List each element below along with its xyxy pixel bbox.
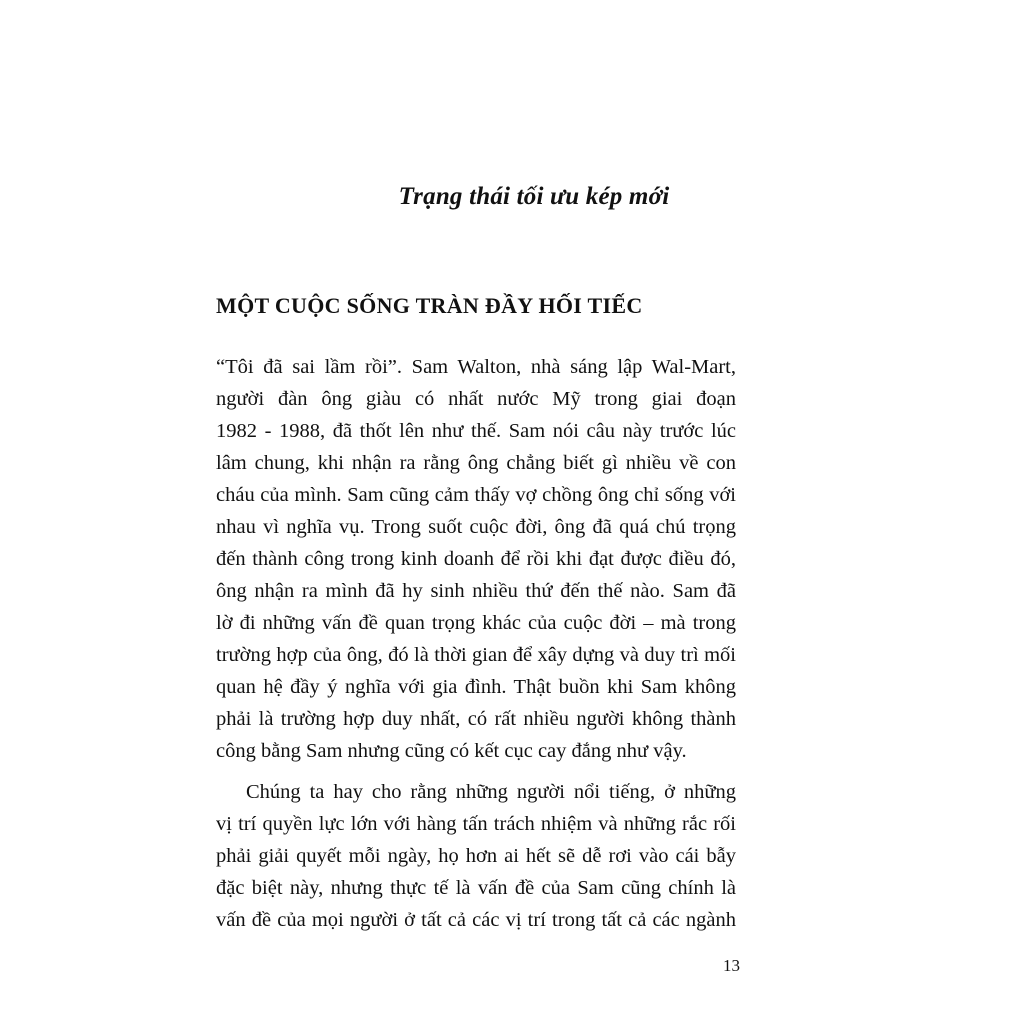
section-heading: MỘT CUỘC SỐNG TRÀN ĐẦY HỐI TIẾC — [216, 293, 643, 318]
text-line: 1982 - 1988, đã thốt lên như thế. Sam nói câu này trước lúc — [216, 420, 736, 442]
text-line: vấn đề của mọi người ở tất cả các vị trí trong tất cả các ngành — [216, 909, 736, 931]
text-line: phải giải quyết mỗi ngày, họ hơn ai hết sẽ dễ rơi vào cái bẫy — [216, 845, 736, 867]
text-line: đặc biệt này, nhưng thực tế là vấn đề của Sam cũng chính là — [216, 877, 736, 899]
text-line: cháu của mình. Sam cũng cảm thấy vợ chồng ông chỉ sống với — [216, 484, 736, 506]
text-line: người đàn ông giàu có nhất nước Mỹ trong giai đoạn — [216, 388, 736, 410]
text-line: lâm chung, khi nhận ra rằng ông chẳng biết gì nhiều về con — [216, 452, 736, 474]
text-line: “Tôi đã sai lầm rồi”. Sam Walton, nhà sáng lập Wal-Mart, — [216, 356, 736, 378]
chapter-title: Trạng thái tối ưu kép mới — [398, 183, 670, 210]
text-line: lờ đi những vấn đề quan trọng khác của cuộc đời – mà trong — [216, 612, 736, 634]
text-line: ông nhận ra mình đã hy sinh nhiều thứ đến thế nào. Sam đã — [216, 580, 736, 602]
text-line: công bằng Sam nhưng cũng có kết cục cay đắng như vậy. — [216, 740, 687, 762]
page-number: 13 — [723, 956, 740, 975]
text-line: vị trí quyền lực lớn với hàng tấn trách nhiệm và những rắc rối — [216, 813, 736, 835]
text-line: trường hợp của ông, đó là thời gian để xây dựng và duy trì mối — [216, 644, 736, 666]
text-line: quan hệ đầy ý nghĩa với gia đình. Thật buồn khi Sam không — [216, 676, 736, 698]
text-line: phải là trường hợp duy nhất, có rất nhiều người không thành — [216, 708, 736, 730]
text-line: đến thành công trong kinh doanh để rồi khi đạt được điều đó, — [216, 548, 736, 570]
paragraph-1 — [216, 351, 736, 767]
text-line: Chúng ta hay cho rằng những người nổi tiếng, ở những — [246, 781, 736, 803]
text-line: nhau vì nghĩa vụ. Trong suốt cuộc đời, ông đã quá chú trọng — [216, 516, 736, 538]
paragraph-2 — [216, 776, 736, 936]
